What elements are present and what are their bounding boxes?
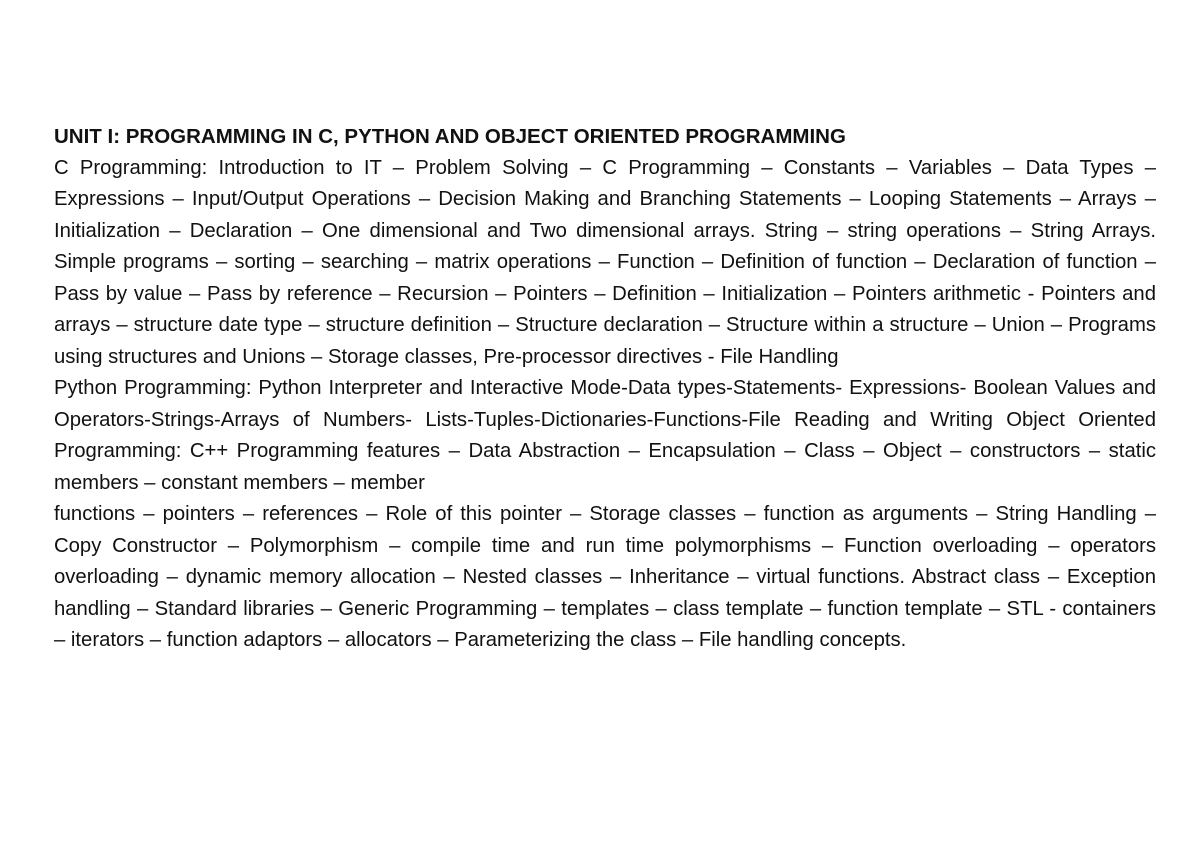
document-page [54,121,1156,657]
paragraph-python-oop: Python Programming: Python Interpreter and Interactive Mode-Data types-Statements- Expressions- Boolean Values and Operators-Strings-Arrays of Numbers- Lists-Tuples-Dictionaries-Functions-File Reading and Writing Object Oriented Programming: C++ Programming features – Data Abstraction – Encapsulation – Class – Object – constructors – static members – constant members – member [54,377,1156,494]
paragraph-c-programming: C Programming: Introduction to IT – Problem Solving – C Programming – Constants – Variables – Data Types – Expressions – Input/Output Operations – Decision Making and Branching Statements – Looping Statements – Arrays – Initialization – Declaration – One dimensional and Two dimensional arrays. String – string operations – String Arrays. Simple programs – sorting – searching – matrix operations – Function – Definition of function – Declaration of function – Pass by value – Pass by reference – Recursion – Pointers – Definition – Initialization – Pointers arithmetic - Pointers and arrays – structure date type – structure definition – Structure declaration – Structure within a structure – Union – Programs using structures and Unions – Storage classes, Pre-processor directives - File Handling [54,156,1156,368]
unit-title: UNIT I: PROGRAMMING IN C, PYTHON AND OBJECT ORIENTED PROGRAMMING [54,125,846,148]
paragraph-cpp-features: functions – pointers – references – Role of this pointer – Storage classes – function as arguments – String Handling – Copy Constructor – Polymorphism – compile time and run time polymorphisms – Function overloading – operators overloading – dynamic memory allocation – Nested classes – Inheritance – virtual functions. Abstract class – Exception handling – Standard libraries – Generic Programming – templates – class template – function template – STL - containers – iterators – function adaptors – allocators – Parameterizing the class – File handling concepts. [54,503,1156,651]
